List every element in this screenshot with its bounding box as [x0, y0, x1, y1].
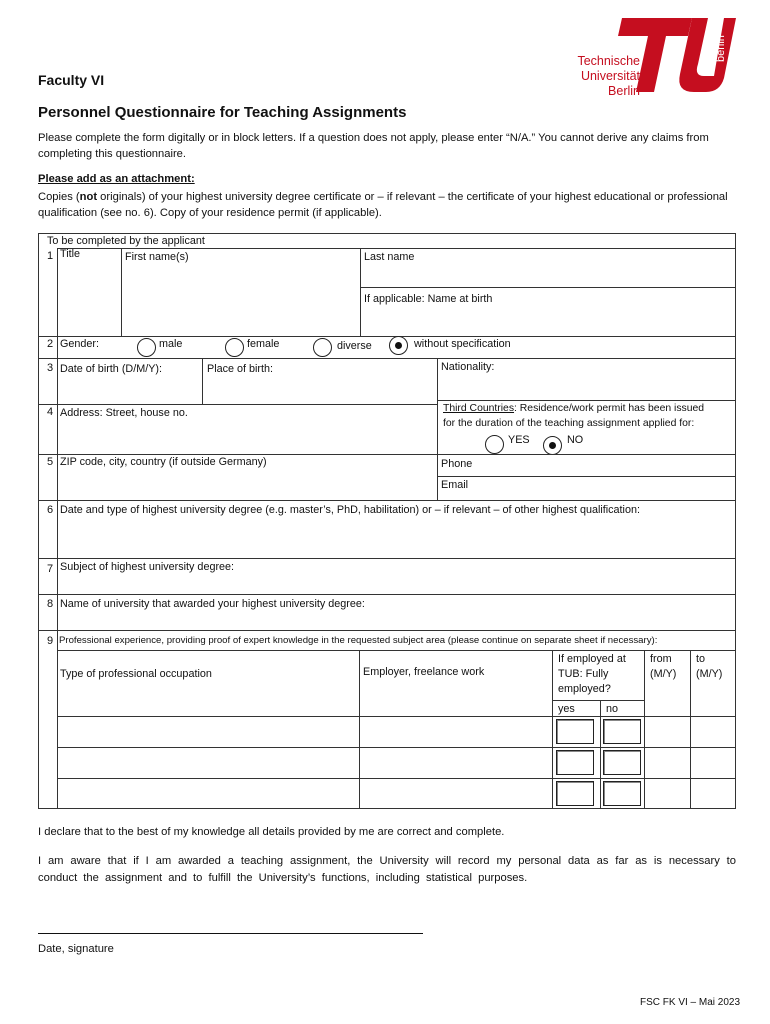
gender-male-label: male — [159, 338, 183, 350]
gender-diverse-radio[interactable] — [313, 338, 332, 357]
employed-no-checkbox-3[interactable] — [603, 781, 641, 806]
gender-without-radio[interactable] — [389, 336, 408, 355]
awareness-text: I am aware that if I am awarded a teaching assignment, the University will record my personal data as far as is necessary to conduct the assignment and to fulfill the University’s functions, including statistical purposes. — [38, 855, 736, 884]
employed-no-checkbox-1[interactable] — [603, 719, 641, 744]
declaration-text: I declare that to the best of my knowledge all details provided by me are correct and complete. — [38, 826, 505, 838]
col-to-line-2: (M/Y) — [696, 668, 723, 680]
phone-label: Phone — [441, 458, 473, 470]
row-7-number: 7 — [47, 563, 54, 575]
col-employer-header: Employer, freelance work — [363, 666, 485, 678]
logo-side-text: berlin — [715, 35, 727, 62]
col-yes-header: yes — [558, 703, 575, 715]
pob-label: Place of birth: — [207, 363, 274, 375]
col-to-line-1: to — [696, 653, 706, 665]
degree-label: Date and type of highest university degree (e.g. master’s, PhD, habilitation) or – if relevant – of other highest qualification: — [60, 504, 640, 516]
col-from-line-2: (M/Y) — [650, 668, 677, 680]
col-employed-line-2: TUB: Fully — [558, 668, 609, 680]
col-employed-line-1: If employed at — [558, 653, 626, 665]
gender-female-label: female — [247, 338, 280, 350]
row-4-number: 4 — [47, 406, 54, 418]
employed-yes-checkbox-1[interactable] — [556, 719, 594, 744]
row-9-number: 9 — [47, 635, 54, 647]
row-2-number: 2 — [47, 338, 54, 350]
first-names-label: First name(s) — [125, 251, 189, 263]
permit-yes-radio[interactable] — [485, 435, 504, 454]
gender-female-radio[interactable] — [225, 338, 244, 357]
tu-berlin-logo — [574, 14, 736, 100]
faculty-label: Faculty VI — [38, 72, 105, 88]
gender-without-label: without specification — [414, 338, 511, 350]
gender-label: Gender: — [60, 338, 100, 350]
logo-line-3: Berlin — [608, 84, 640, 98]
university-label: Name of university that awarded your highest university degree: — [60, 598, 365, 610]
logo-line-2: Universität — [580, 69, 640, 83]
gender-diverse-label: diverse — [337, 340, 372, 352]
signature-label: Date, signature — [38, 943, 114, 955]
footer-code: FSC FK VI – Mai 2023 — [640, 997, 741, 1008]
email-label: Email — [441, 479, 468, 491]
applicant-form — [38, 233, 736, 809]
title-label: Title — [60, 248, 80, 260]
row-3-number: 3 — [47, 362, 54, 374]
employed-yes-checkbox-2[interactable] — [556, 750, 594, 775]
page-title: Personnel Questionnaire for Teaching Assignments — [38, 104, 407, 121]
subject-label: Subject of highest university degree: — [60, 561, 235, 573]
intro-text: Please complete the form digitally or in block letters. If a question does not apply, please enter “N/A.” You cannot derive any claims from completing this questionnaire. — [38, 132, 709, 160]
col-employed-line-3: employed? — [558, 683, 611, 695]
attachment-text: Copies (not originals) of your highest university degree certificate or – if relevant – the certificate of your highest educational or professional qualification (see no. 6). Copy of your residence permit (if applicable). — [38, 191, 728, 219]
permit-yes-label: YES — [508, 434, 530, 446]
zip-label: ZIP code, city, country (if outside Germany) — [60, 456, 267, 468]
birth-name-label: If applicable: Name at birth — [364, 293, 493, 305]
col-no-header: no — [606, 703, 619, 715]
row-1-number: 1 — [47, 250, 54, 262]
permit-no-label: NO — [567, 434, 584, 446]
row-8-number: 8 — [47, 598, 54, 610]
logo-line-1: Technische — [577, 54, 640, 68]
row-6-number: 6 — [47, 504, 54, 516]
permit-no-radio[interactable] — [543, 436, 562, 455]
dob-label: Date of birth (D/M/Y): — [60, 363, 162, 375]
last-name-label: Last name — [364, 251, 415, 263]
col-from-line-1: from — [650, 653, 672, 665]
permit-line-1: Third Countries: Residence/work permit has been issued — [443, 403, 705, 414]
signature-line[interactable] — [38, 933, 423, 934]
row-5-number: 5 — [47, 456, 54, 468]
applicant-heading: To be completed by the applicant — [47, 235, 205, 247]
nationality-label: Nationality: — [441, 361, 495, 373]
col-type-header: Type of professional occupation — [60, 668, 212, 680]
address-label: Address: Street, house no. — [60, 407, 188, 419]
employed-no-checkbox-2[interactable] — [603, 750, 641, 775]
experience-label: Professional experience, providing proof of expert knowledge in the requested subject area (please continue on separate sheet if necessary): — [59, 635, 658, 646]
attachment-heading: Please add as an attachment: — [38, 173, 195, 185]
employed-yes-checkbox-3[interactable] — [556, 781, 594, 806]
gender-male-radio[interactable] — [137, 338, 156, 357]
permit-line-2: for the duration of the teaching assignment applied for: — [443, 418, 695, 429]
